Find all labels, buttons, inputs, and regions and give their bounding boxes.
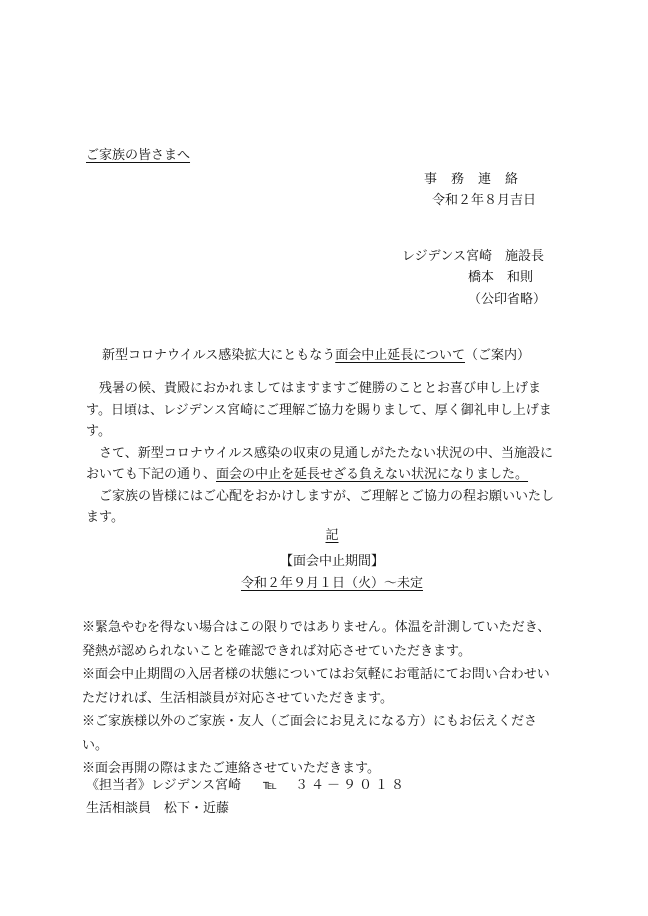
- note-item: ※緊急やむを得ない場合はこの限りではありません。体温を計測していただき、発熱が認められないことを確認できれば対応させていただきます。: [82, 620, 551, 659]
- contact-staff: 生活相談員 松下・近藤: [86, 801, 230, 816]
- body-paragraph-1: 残暑の候、貴殿におかれましてはますますご健勝のこととお喜び申し上げます。日頃は、レジデンス宮崎にご理解ご協力を賜りまして、厚く御礼申し上げます。: [86, 381, 552, 439]
- phone-icon: ℡: [263, 778, 277, 793]
- subject-line: [102, 348, 530, 364]
- period-heading: 【面会中止期間】: [279, 554, 384, 569]
- body-paragraph-2-text: さて、新型コロナウイルス感染の収束の見通しがたたない状況の中、当施設においても下記の通り、: [86, 445, 553, 482]
- subject-suffix: （ご案内）: [464, 348, 530, 363]
- notice-type: 事務連絡: [424, 172, 533, 187]
- document-date: 令和２年８月吉日: [432, 193, 537, 208]
- ki-heading: 記: [325, 528, 339, 543]
- contact-tel: ３４－９０１８: [295, 778, 408, 793]
- sender-name: 橋本 和則: [468, 270, 534, 285]
- period-value: 令和２年９月１日（火）～未定: [240, 576, 423, 591]
- note-item: ※面会再開の際はまたご連絡させていただきます。: [82, 761, 380, 776]
- body-paragraph-3: ご家族の皆様にはご心配をおかけしますが、ご理解とご協力の程お願いいたします。: [86, 488, 555, 525]
- note-item: ※ご家族様以外のご家族・友人（ご面会にお見えになる方）にもお伝えください。: [82, 714, 538, 753]
- subject-prefix: 新型コロナウイルス感染拡大にともなう: [102, 348, 336, 363]
- subject-underlined: 面会中止延長について: [335, 348, 465, 363]
- body-paragraph-2: [86, 443, 556, 486]
- seal-note: （公印省略）: [468, 292, 547, 307]
- notes-list: [82, 616, 560, 781]
- contact-label: 《担当者》レジデンス宮崎: [86, 778, 242, 793]
- sender-facility: レジデンス宮崎 施設長: [402, 249, 545, 264]
- note-item: ※面会中止期間の入居者様の状態についてはお気軽にお電話にてお問い合わせいただければ、生活相談員が対応させていただきます。: [82, 667, 550, 706]
- body-text: [86, 378, 556, 529]
- addressee: ご家族の皆さまへ: [86, 148, 191, 163]
- body-paragraph-2-underlined: 面会の中止を延長せざる負えない状況になりました。: [216, 467, 529, 482]
- contact-line: [86, 778, 407, 794]
